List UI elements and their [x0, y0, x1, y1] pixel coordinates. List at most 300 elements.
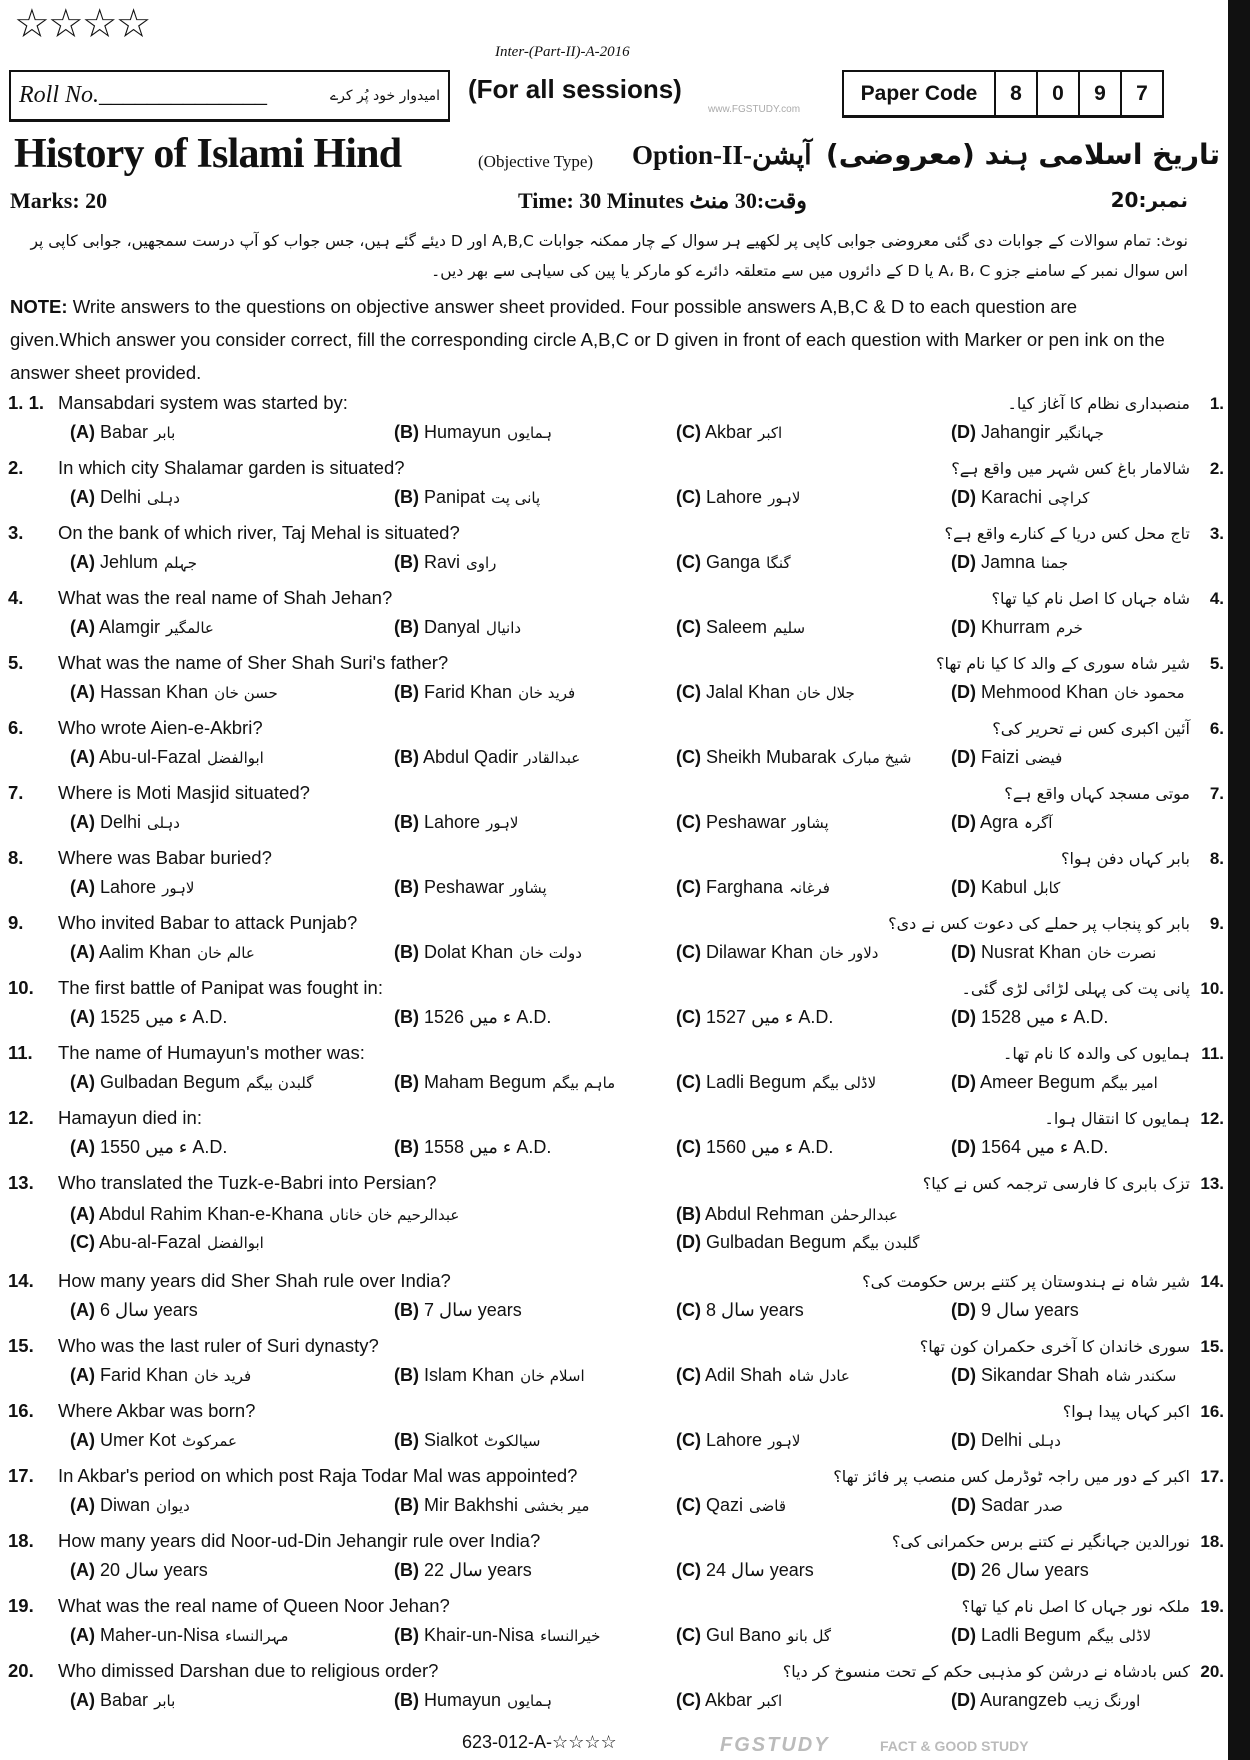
- question-text: [8, 1400, 255, 1422]
- option-letter: (A): [70, 487, 95, 507]
- question-number: 3.: [8, 522, 24, 543]
- answer-option: [70, 1300, 204, 1321]
- option-letter: (B): [394, 552, 419, 572]
- option-urdu: دہلی: [147, 489, 180, 507]
- option-urdu: عالمگیر: [166, 619, 214, 637]
- option-letter: (A): [70, 552, 95, 572]
- option-letter: (C): [676, 1690, 701, 1710]
- question-text: [8, 1465, 577, 1487]
- roll-label: Roll No.______________: [19, 82, 268, 108]
- option-urdu: خرم: [1056, 619, 1083, 637]
- option-urdu: پشاور: [792, 814, 829, 832]
- answer-option: [951, 1300, 1085, 1321]
- answer-option: [676, 617, 805, 638]
- question-number: 12.: [8, 1107, 34, 1128]
- question-text: [8, 652, 448, 674]
- option-letter: (D): [951, 1137, 976, 1157]
- answer-option: [951, 747, 1062, 768]
- option-letter: (A): [70, 1300, 95, 1320]
- question-item: [0, 587, 1250, 652]
- option-letter: (C): [676, 617, 701, 637]
- option-english: Abdul Rahim Khan-e-Khana: [99, 1204, 324, 1224]
- option-letter: (B): [394, 1625, 419, 1645]
- answer-option: [394, 812, 518, 833]
- question-english: The first battle of Panipat was fought in:: [58, 977, 383, 998]
- question-urdu: سوری خاندان کا آخری حکمران کون تھا؟: [919, 1337, 1190, 1356]
- option-letter: (B): [394, 1007, 419, 1027]
- option-letter: (B): [394, 812, 419, 832]
- option-urdu: کراچی: [1048, 489, 1090, 507]
- option-letter: (B): [394, 1560, 419, 1580]
- option-english: Babar: [100, 422, 149, 442]
- option-urdu: جلال خان: [796, 684, 855, 702]
- option-urdu: لاہور: [768, 489, 801, 507]
- option-letter: (A): [70, 1365, 95, 1385]
- question-number-urdu: 12.: [1200, 1109, 1224, 1128]
- answer-option: [676, 552, 791, 573]
- note-label: NOTE:: [10, 296, 68, 317]
- answer-option: [951, 812, 1052, 833]
- option-english: Farid Khan: [100, 1365, 189, 1385]
- option-english: Gulbadan Begum: [706, 1232, 847, 1252]
- option-letter: (A): [70, 1137, 95, 1157]
- marks-urdu: نمبر:20: [1110, 188, 1188, 212]
- watermark-tagline: FACT & GOOD STUDY: [880, 1738, 1029, 1754]
- question-item: [0, 1400, 1250, 1465]
- question-urdu: شیر شاہ سوری کے والد کا کیا نام تھا؟: [935, 654, 1190, 673]
- option-urdu: ابوالفضل: [207, 749, 264, 767]
- question-english: How many years did Noor-ud-Din Jehangir rule over India?: [58, 1530, 541, 1551]
- answer-option: [394, 1495, 589, 1516]
- option-english: Delhi: [981, 1430, 1023, 1450]
- option-english: Jehlum: [100, 552, 159, 572]
- option-urdu: ابوالفضل: [207, 1234, 264, 1252]
- answer-option: [676, 747, 911, 768]
- option-urdu: گلبدن بیگم: [852, 1234, 920, 1252]
- option-letter: (C): [676, 812, 701, 832]
- option-english: Saleem: [706, 617, 768, 637]
- answer-option: [394, 1365, 585, 1386]
- option-urdu: ماہم بیگم: [552, 1074, 616, 1092]
- option-urdu: ہمایوں: [507, 1692, 553, 1710]
- question-number: 10.: [8, 977, 34, 998]
- answer-option: [676, 1560, 820, 1581]
- option-urdu: خیرالنساء: [540, 1627, 601, 1645]
- question-text: [8, 522, 460, 544]
- question-number: 11.: [8, 1042, 33, 1063]
- option-letter: (B): [394, 1690, 419, 1710]
- option-urdu: گل بانو: [787, 1627, 832, 1645]
- answer-option: [394, 1430, 540, 1451]
- question-item: [0, 1042, 1250, 1107]
- option-english: Sadar: [981, 1495, 1030, 1515]
- answer-option: [394, 1072, 615, 1093]
- answer-option: [70, 1690, 175, 1711]
- paper-code-box: [842, 70, 1164, 118]
- option-english: ء میں 1525 A.D.: [100, 1007, 228, 1027]
- paper-code-label: Paper Code: [860, 81, 978, 105]
- question-english: The name of Humayun's mother was:: [58, 1042, 365, 1063]
- answer-option: [951, 1560, 1095, 1581]
- answer-option: [951, 487, 1089, 508]
- answer-option: [70, 747, 264, 768]
- question-number-urdu: 14.: [1200, 1272, 1224, 1291]
- option-letter: (A): [70, 1007, 95, 1027]
- question-number: 16.: [8, 1400, 34, 1421]
- option-letter: (D): [951, 877, 976, 897]
- answer-option: [951, 1137, 1114, 1158]
- option-english: Abdul Qadir: [423, 747, 519, 767]
- answer-option: [70, 1560, 214, 1581]
- roll-urdu: امیدوار خود پُر کرے: [329, 87, 440, 104]
- option-letter: (D): [951, 1495, 976, 1515]
- question-item: [0, 652, 1250, 717]
- answer-option: [676, 812, 829, 833]
- answer-option: [70, 1007, 233, 1028]
- option-english: Akbar: [705, 422, 753, 442]
- question-text: [8, 392, 348, 414]
- option-urdu: اکبر: [758, 424, 783, 442]
- answer-option: [951, 942, 1156, 963]
- option-english: Dolat Khan: [424, 942, 514, 962]
- question-english: Where is Moti Masjid situated?: [58, 782, 310, 803]
- option-urdu: فیضی: [1025, 749, 1063, 767]
- option-urdu: پانی پت: [491, 489, 541, 507]
- option-letter: (A): [70, 1204, 95, 1224]
- answer-option: [676, 1365, 850, 1386]
- option-english: Mehmood Khan: [981, 682, 1109, 702]
- question-urdu: منصبداری نظام کا آغاز کیا۔: [1007, 394, 1190, 413]
- answer-option: [70, 617, 214, 638]
- option-english: سال 26 years: [981, 1560, 1089, 1580]
- question-urdu: ہمایوں کی والدہ کا نام تھا۔: [1003, 1044, 1190, 1063]
- answer-option: [70, 942, 255, 963]
- option-english: Maher-un-Nisa: [100, 1625, 220, 1645]
- option-english: سال 22 years: [424, 1560, 532, 1580]
- option-english: Sikandar Shah: [981, 1365, 1100, 1385]
- option-letter: (C): [676, 1137, 701, 1157]
- option-letter: (C): [676, 1625, 701, 1645]
- option-urdu: میر بخشی: [524, 1497, 590, 1515]
- question-item: [0, 457, 1250, 522]
- question-number: 5.: [8, 652, 24, 673]
- option-english: Ladli Begum: [706, 1072, 807, 1092]
- option-letter: (B): [394, 1365, 419, 1385]
- option-urdu: پشاور: [510, 879, 547, 897]
- question-number-urdu: 15.: [1200, 1337, 1224, 1356]
- question-text: [8, 1595, 450, 1617]
- question-number-urdu: 19.: [1200, 1597, 1224, 1616]
- question-number: 15.: [8, 1335, 34, 1356]
- option-letter: (A): [70, 1430, 95, 1450]
- option-urdu: جہلم: [164, 554, 198, 572]
- option-urdu: گنگا: [766, 554, 791, 572]
- option-urdu: کابل: [1033, 879, 1061, 897]
- question-english: Where was Babar buried?: [58, 847, 272, 868]
- paper-code-digit: 0: [1036, 72, 1078, 115]
- option-letter: (A): [70, 1625, 95, 1645]
- question-number-urdu: 2.: [1209, 459, 1224, 478]
- answer-option: [70, 1365, 251, 1386]
- answer-option: [394, 617, 521, 638]
- option-letter: (A): [70, 877, 95, 897]
- answer-option: [394, 1007, 557, 1028]
- option-letter: (B): [394, 1495, 419, 1515]
- option-urdu: قاضی: [749, 1497, 787, 1515]
- question-english: Who translated the Tuzk-e-Babri into Persian?: [58, 1172, 437, 1193]
- option-urdu: حسن خان: [214, 684, 278, 702]
- option-english: ء میں 1527 A.D.: [706, 1007, 834, 1027]
- option-english: Lahore: [100, 877, 157, 897]
- question-english: Who dimissed Darshan due to religious order?: [58, 1660, 439, 1681]
- option-english: Lahore: [706, 487, 763, 507]
- answer-option: [70, 1625, 288, 1646]
- option-english: ء میں 1558 A.D.: [424, 1137, 552, 1157]
- question-number: 4.: [8, 587, 24, 608]
- option-urdu: عبدالرحیم خان خاناں: [329, 1206, 460, 1224]
- option-letter: (A): [70, 617, 95, 637]
- question-number: 2.: [8, 457, 24, 478]
- option-english: Hassan Khan: [100, 682, 209, 702]
- option-urdu: فرید خان: [518, 684, 576, 702]
- question-text: [8, 912, 357, 934]
- option-english: Mir Bakhshi: [424, 1495, 519, 1515]
- option-letter: (B): [394, 682, 419, 702]
- option-english: Qazi: [706, 1495, 744, 1515]
- answer-option: [676, 422, 782, 443]
- option-urdu: مہرالنساء: [225, 1627, 289, 1645]
- question-urdu: شالامار باغ کس شہر میں واقع ہے؟: [951, 459, 1190, 478]
- answer-option: [394, 1300, 528, 1321]
- option-english: Abu-ul-Fazal: [99, 747, 202, 767]
- answer-option: [676, 1495, 786, 1516]
- question-urdu: بابر کہاں دفن ہوا؟: [1060, 849, 1190, 868]
- answer-option: [951, 1430, 1061, 1451]
- question-number: 6.: [8, 717, 24, 738]
- watermark-logo: FGSTUDY: [720, 1734, 830, 1756]
- option-english: ء میں 1526 A.D.: [424, 1007, 552, 1027]
- answer-option: [676, 942, 878, 963]
- option-english: Delhi: [100, 812, 142, 832]
- answer-option: [676, 1137, 839, 1158]
- question-text: [8, 847, 272, 869]
- answer-option: [951, 422, 1104, 443]
- option-letter: (D): [676, 1232, 701, 1252]
- option-urdu: نصرت خان: [1087, 944, 1157, 962]
- answer-option: [394, 747, 580, 768]
- option-letter: (C): [676, 1300, 701, 1320]
- option-urdu: جمنا: [1041, 554, 1069, 572]
- option-urdu: گلبدن بیگم: [246, 1074, 314, 1092]
- option-english: ء میں 1560 A.D.: [706, 1137, 834, 1157]
- option-urdu: امیر بیگم: [1101, 1074, 1158, 1092]
- question-number-urdu: 13.: [1200, 1174, 1224, 1193]
- question-number-urdu: 18.: [1200, 1532, 1224, 1551]
- option-english: Humayun: [424, 422, 502, 442]
- question-number: 1. 1.: [8, 392, 44, 413]
- option-letter: (B): [394, 422, 419, 442]
- question-english: Hamayun died in:: [58, 1107, 202, 1128]
- option-letter: (D): [951, 942, 976, 962]
- answer-option: [676, 1430, 800, 1451]
- question-urdu: پانی پت کی پہلی لڑائی لڑی گئی۔: [961, 979, 1190, 998]
- question-item: [0, 1172, 1250, 1270]
- question-text: [8, 782, 310, 804]
- answer-option: [394, 1560, 538, 1581]
- option-english: Lahore: [424, 812, 481, 832]
- option-english: Abu-al-Fazal: [99, 1232, 202, 1252]
- question-number: 9.: [8, 912, 24, 933]
- option-letter: (B): [394, 1430, 419, 1450]
- option-urdu: دولت خان: [519, 944, 582, 962]
- option-letter: (A): [70, 682, 95, 702]
- option-english: Aalim Khan: [99, 942, 192, 962]
- option-letter: (C): [70, 1232, 95, 1252]
- option-letter: (C): [676, 1365, 701, 1385]
- paper-code-digit: 8: [994, 72, 1036, 115]
- question-urdu: موتی مسجد کہاں واقع ہے؟: [1004, 784, 1190, 803]
- option-english: Abdul Rehman: [705, 1204, 825, 1224]
- title-urdu: تاریخ اسلامی ہند (معروضی): [825, 138, 1220, 171]
- question-text: [8, 457, 405, 479]
- option-urdu: عبدالرحمٰن: [830, 1206, 898, 1224]
- option-english: Gul Bano: [706, 1625, 782, 1645]
- sessions-label: (For all sessions): [468, 74, 682, 104]
- option-letter: (C): [676, 1007, 701, 1027]
- option-letter: (C): [676, 682, 701, 702]
- question-english: In Akbar's period on which post Raja Todar Mal was appointed?: [58, 1465, 578, 1486]
- option-english: ء میں 1550 A.D.: [100, 1137, 228, 1157]
- option-urdu: لاہور: [162, 879, 195, 897]
- option-urdu: دہلی: [147, 814, 180, 832]
- option-urdu: عالم خان: [197, 944, 255, 962]
- option-urdu: جہانگیر: [1056, 424, 1104, 442]
- question-item: [0, 1465, 1250, 1530]
- option-english: Peshawar: [424, 877, 505, 897]
- option-urdu: آگرہ: [1024, 814, 1053, 832]
- objective-type: (Objective Type): [478, 152, 594, 171]
- question-number-urdu: 7.: [1209, 784, 1224, 803]
- option-english: Panipat: [424, 487, 486, 507]
- question-text: [8, 587, 392, 609]
- question-urdu: شاہ جہاں کا اصل نام کیا تھا؟: [991, 589, 1190, 608]
- time: Time: 30 Minutes وقت:30 منٹ: [518, 188, 807, 213]
- question-urdu: کس بادشاہ نے درشن کو مذہبی حکم کے تحت منسوخ کر دیا؟: [782, 1662, 1190, 1681]
- option-letter: (D): [951, 487, 976, 507]
- roll-number-box: [9, 70, 450, 122]
- question-number-urdu: 4.: [1209, 589, 1224, 608]
- option-urdu: دیوان: [156, 1497, 190, 1515]
- option-english: Farid Khan: [424, 682, 513, 702]
- option-english: Karachi: [981, 487, 1043, 507]
- question-number: 8.: [8, 847, 24, 868]
- answer-option: [676, 1007, 839, 1028]
- option-english: Diwan: [100, 1495, 151, 1515]
- question-number: 13.: [8, 1172, 34, 1193]
- question-number-urdu: 20.: [1200, 1662, 1224, 1681]
- question-number-urdu: 8.: [1209, 849, 1224, 868]
- answer-option: [394, 1625, 600, 1646]
- option-letter: (A): [70, 942, 95, 962]
- option-english: سال 6 years: [100, 1300, 198, 1320]
- option-letter: (C): [676, 1430, 701, 1450]
- question-number-urdu: 6.: [1209, 719, 1224, 738]
- option-urdu: صدر: [1035, 1497, 1063, 1515]
- option-urdu: عبدالقادر: [524, 749, 581, 767]
- option-english: Aurangzeb: [980, 1690, 1068, 1710]
- question-number-urdu: 16.: [1200, 1402, 1224, 1421]
- option-letter: (D): [951, 1007, 976, 1027]
- option-english: Ravi: [424, 552, 461, 572]
- option-english: Khurram: [981, 617, 1051, 637]
- question-item: [0, 1530, 1250, 1595]
- question-urdu: اکبر کہاں پیدا ہوا؟: [1062, 1402, 1190, 1421]
- answer-option: [394, 877, 547, 898]
- option-urdu: سکندر شاہ: [1105, 1367, 1177, 1385]
- option-letter: (D): [951, 617, 976, 637]
- option-urdu: اسلام خان: [520, 1367, 585, 1385]
- option-english: Ladli Begum: [981, 1625, 1082, 1645]
- option-english: Faizi: [981, 747, 1020, 767]
- question-text: [8, 1172, 436, 1194]
- question-urdu: بابر کو پنجاب پر حملے کی دعوت کس نے دی؟: [888, 914, 1190, 933]
- question-english: How many years did Sher Shah rule over India?: [58, 1270, 451, 1291]
- question-item: [0, 1660, 1250, 1725]
- question-urdu: آئین اکبری کس نے تحریر کی؟: [992, 719, 1190, 738]
- option-urdu: دہلی: [1028, 1432, 1061, 1450]
- option-english: Sialkot: [424, 1430, 479, 1450]
- answer-option: [394, 1690, 552, 1711]
- option-letter: (C): [676, 877, 701, 897]
- option-english: Sheikh Mubarak: [706, 747, 837, 767]
- question-item: [0, 522, 1250, 587]
- question-text: [8, 1335, 379, 1357]
- option-letter: (D): [951, 1625, 976, 1645]
- answer-option: [676, 1232, 919, 1253]
- answer-option: [951, 1690, 1140, 1711]
- option-english: Alamgir: [99, 617, 161, 637]
- option-english: ء میں 1528 A.D.: [981, 1007, 1109, 1027]
- option-english: Ameer Begum: [980, 1072, 1096, 1092]
- answer-option: [394, 552, 496, 573]
- answer-option: [676, 487, 800, 508]
- question-number-urdu: 3.: [1209, 524, 1224, 543]
- question-english: Who invited Babar to attack Punjab?: [58, 912, 358, 933]
- answer-option: [676, 1300, 810, 1321]
- option-urdu: بابر: [154, 424, 176, 442]
- answer-option: [676, 1690, 782, 1711]
- option-letter: (D): [951, 552, 976, 572]
- option-urdu: لاڈلی بیگم: [1087, 1627, 1152, 1645]
- question-number-urdu: 10.: [1200, 979, 1224, 998]
- option-english: Gulbadan Begum: [100, 1072, 241, 1092]
- option-urdu: سلیم: [773, 619, 806, 637]
- answer-option: [70, 1430, 237, 1451]
- answer-option: [70, 1137, 233, 1158]
- answer-option: [676, 1204, 898, 1225]
- question-item: [0, 1335, 1250, 1400]
- option-letter: (C): [676, 1072, 701, 1092]
- option-urdu: راوی: [466, 554, 497, 572]
- option-urdu: عمرکوٹ: [182, 1432, 237, 1450]
- question-urdu: شیر شاہ نے ہندوستان پر کتنے برس حکومت کی؟: [862, 1272, 1190, 1291]
- answer-option: [394, 422, 552, 443]
- answer-option: [394, 942, 582, 963]
- option-letter: (D): [951, 1430, 976, 1450]
- question-number: 18.: [8, 1530, 34, 1551]
- option-english: Humayun: [424, 1690, 502, 1710]
- page-title: History of Islami Hind: [14, 131, 402, 177]
